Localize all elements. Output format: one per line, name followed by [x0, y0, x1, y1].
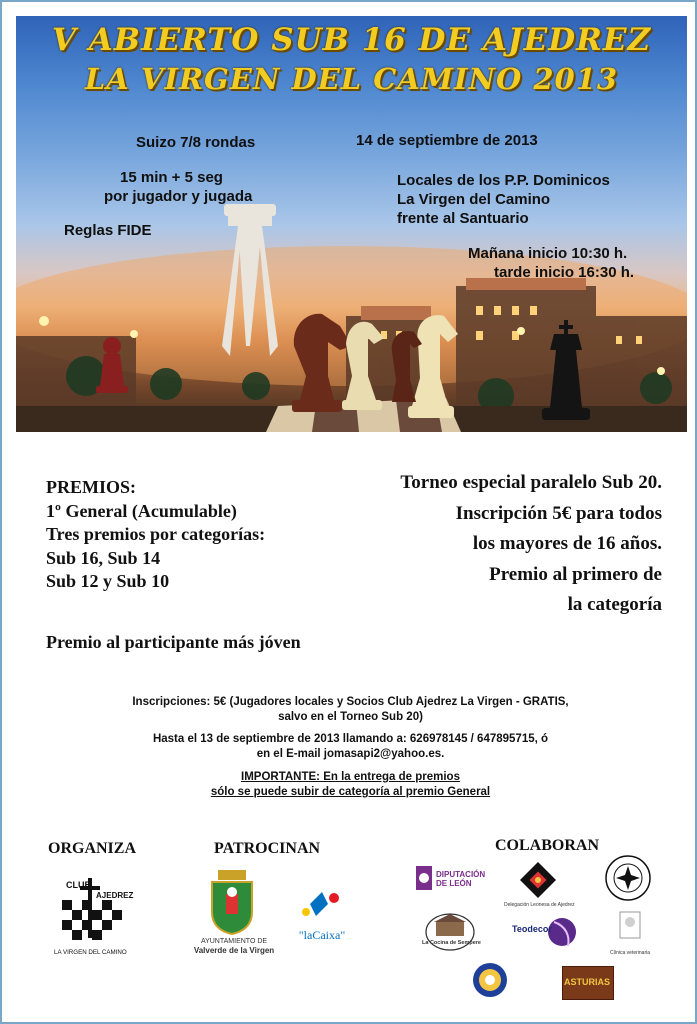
ayuntamiento-shield — [202, 868, 262, 936]
fee-line-2: salvo en el Torneo Sub 20) — [278, 711, 423, 723]
patrocinan-heading: PATROCINAN — [214, 840, 321, 857]
prizes-heading: PREMIOS: — [46, 477, 136, 497]
time-control-2: por jugador y jugada — [104, 188, 253, 205]
colaboran-heading: COLABORAN — [495, 837, 600, 854]
ayuntamiento-label-1: AYUNTAMIENTO DE — [200, 938, 268, 945]
venue-line-2: La Virgen del Camino — [397, 191, 551, 208]
diputacion-label-1: DIPUTACIÓN — [436, 870, 486, 879]
venue-line-3: frente al Santuario — [397, 210, 529, 227]
system-text: Suizo 7/8 rondas — [136, 134, 256, 151]
clinica-logo — [616, 908, 644, 944]
lacaixa-star-icon — [292, 888, 352, 924]
club-name: AJEDREZ — [96, 891, 134, 900]
prize-line: Tres premios por categorías: — [46, 524, 266, 544]
deadline-line-1: Hasta el 13 de septiembre de 2013 llamando a: 626978145 / 647895715, ó — [152, 733, 549, 745]
important-line-1 — [22, 770, 679, 785]
deadline-line-2[interactable]: en el E-mail jomasapi2@yahoo.es. — [256, 748, 445, 760]
tournament-subtitle: LA VIRGEN DEL CAMINO 2013 — [84, 62, 619, 96]
time-control-1: 15 min + 5 seg — [120, 169, 223, 186]
fee-line-1: Inscripciones: 5€ (Jugadores locales y Socios Club Ajedrez La Virgen - GRATIS, — [132, 696, 569, 708]
club-word: CLUB — [66, 880, 91, 890]
clinica-label: Clínica veterinaria — [609, 950, 651, 956]
club-ajedrez-logo — [52, 874, 136, 958]
banner — [16, 16, 687, 432]
registration-fee — [22, 695, 679, 725]
prize-line: Sub 16, Sub 14 — [46, 547, 161, 568]
cocina-logo — [422, 912, 481, 952]
special-line: Premio al primero de — [489, 563, 662, 585]
morning-start: Mañana inicio 10:30 h. — [468, 245, 628, 262]
diputacion-label-2: DE LEÓN — [436, 879, 472, 888]
asturias-label: ASTURIAS — [563, 977, 610, 987]
important-label: IMPORTANTE: — [241, 771, 321, 783]
special-line: los mayores de 16 años. — [472, 533, 662, 554]
club-badge-icon — [472, 962, 508, 998]
youngest-prize: Premio al participante más jóven — [46, 632, 301, 652]
important-text: En la entrega de premios — [320, 771, 460, 783]
prize-line: 1º General (Acumulable) — [46, 500, 237, 521]
organiza-heading: ORGANIZA — [48, 840, 137, 857]
tournament-title: V ABIERTO SUB 16 DE AJEDREZ — [51, 22, 652, 58]
important-note — [22, 770, 679, 800]
date-text: 14 de septiembre de 2013 — [356, 132, 538, 149]
teodecor-logo — [510, 916, 580, 952]
delegacion-chessboard-icon — [520, 862, 556, 898]
club-ring-text: LA VIRGEN DEL CAMINO — [54, 949, 127, 956]
afternoon-start: tarde inicio 16:30 h. — [494, 264, 635, 281]
venue-line-1: Locales de los P.P. Dominicos — [397, 172, 610, 189]
ayuntamiento-label-2: Valverde de la Virgen — [193, 946, 275, 955]
lacaixa-label: "laCaixa" — [298, 928, 346, 942]
registration-deadline — [22, 732, 679, 762]
special-line: Torneo especial paralelo Sub 20. — [400, 472, 662, 493]
delegacion-label: Delegación Leonesa de Ajedrez — [504, 902, 575, 908]
important-line-2: sólo se puede subir de categoría al premio General — [210, 786, 491, 798]
prize-line: Sub 12 y Sub 10 — [46, 571, 170, 591]
prizes-block — [46, 476, 265, 594]
cocina-label: La Cocina de Sempere — [422, 940, 481, 946]
dominicos-seal-icon — [604, 854, 652, 902]
special-tournament-block — [362, 468, 662, 621]
special-line: Inscripción 5€ para todos — [455, 502, 662, 524]
teodecor-label: Teodecor — [512, 924, 552, 934]
rules-text: Reglas FIDE — [64, 222, 152, 239]
special-line: la categoría — [567, 594, 662, 615]
